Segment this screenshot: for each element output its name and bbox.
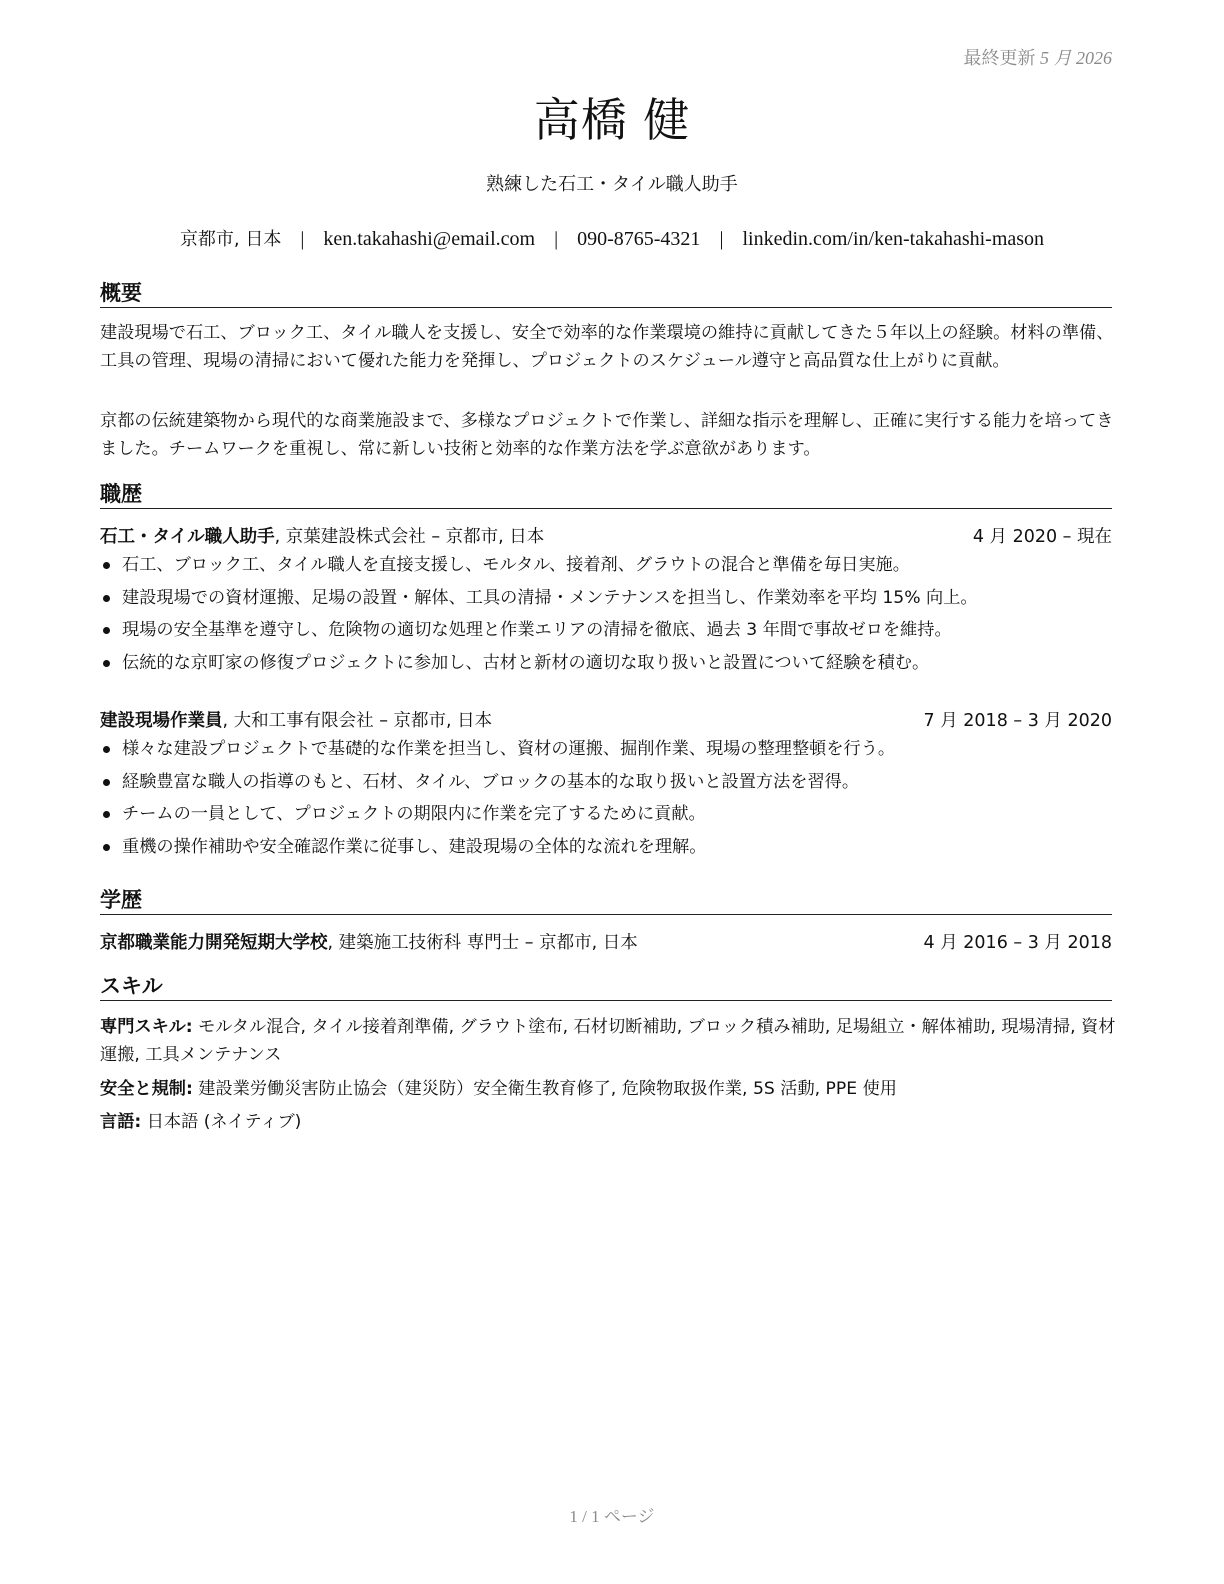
contact-separator: | [719,228,724,250]
job-role: 石工・タイル職人助手 [100,527,275,547]
job-dates: 7 月 2018 – 3 月 2020 [923,711,1112,731]
contact-email[interactable]: ken.takahashi@email.com [323,228,536,250]
job-bullet: 経験豊富な職人の指導のもと、石材、タイル、ブロックの基本的な取り扱いと設置方法を習得。 [100,768,1112,801]
page-number: 1 / 1 ページ [569,1507,655,1526]
job-role: 建設現場作業員 [100,711,223,731]
job-bullets [100,551,1112,681]
job-bullet: 伝統的な京町家の修復プロジェクトに参加し、古材と新材の適切な取り扱いと設置について経験を積む。 [100,649,1112,682]
section-title-summary: 概要 [100,277,1112,308]
job-bullet: 様々な建設プロジェクトで基礎的な作業を担当し、資材の運搬、掘削作業、現場の整理整頓を行う。 [100,735,1112,768]
last-updated-label: 最終更新 [963,48,1036,68]
skill-label: 安全と規制: [100,1079,193,1099]
candidate-name: 高橋 健 [533,93,691,147]
last-updated [964,44,1113,70]
contact-line [0,225,1224,251]
candidate-tagline: 熟練した石工・タイル職人助手 [486,174,738,195]
education-school: 京都職業能力開発短期大学校 [100,933,328,953]
job-bullet: 現場の安全基準を遵守し、危険物の適切な処理と作業エリアの清掃を徹底、過去 3 年間で事故ゼロを維持。 [100,616,1112,649]
contact-separator: | [300,228,305,250]
contact-phone[interactable]: 090-8765-4321 [577,228,701,250]
job-bullet: 重機の操作補助や安全確認作業に従事し、建設現場の全体的な流れを理解。 [100,833,1112,866]
job-bullets [100,735,1112,865]
education-entry [100,929,1112,955]
section-title-experience: 職歴 [100,478,1112,509]
contact-location: 京都市, 日本 [179,229,282,250]
job-bullet: 石工、ブロック工、タイル職人を直接支援し、モルタル、接着剤、グラウトの混合と準備を毎日実施。 [100,551,1112,584]
job-bullet: 建設現場での資材運搬、足場の設置・解体、工具の清掃・メンテナンスを担当し、作業効率を平均 15% 向上。 [100,584,1112,617]
job-dates: 4 月 2020 – 現在 [972,527,1112,547]
skill-label: 専門スキル: [100,1017,193,1037]
skill-value: 建設業労働災害防止協会（建災防）安全衛生教育修了, 危険物取扱作業, 5S 活動, PPE 使用 [192,1079,897,1099]
skill-row [100,1013,1120,1069]
summary-paragraph: 建設現場で石工、ブロック工、タイル職人を支援し、安全で効率的な作業環境の維持に貢献してきた５年以上の経験。材料の準備、工具の管理、現場の清掃において優れた能力を発揮し、プロジェクトのスケジュール遵守と高品質な仕上がりに貢献。 [100,323,1114,371]
skill-row [100,1108,1120,1136]
last-updated-date: 5 月 2026 [1040,48,1112,68]
job-header [100,523,1112,549]
section-title-skills: スキル [100,970,1112,1001]
skill-value: 日本語 (ネイティブ) [141,1112,302,1132]
skill-label: 言語: [100,1112,142,1132]
job-company: , 京葉建設株式会社 – 京都市, 日本 [274,527,545,547]
education-dates: 4 月 2016 – 3 月 2018 [923,933,1112,953]
education-detail: , 建築施工技術科 専門士 – 京都市, 日本 [327,933,638,953]
job-header [100,707,1112,733]
contact-separator: | [554,228,559,250]
section-title-education: 学歴 [100,884,1112,915]
job-company: , 大和工事有限会社 – 京都市, 日本 [222,711,493,731]
skill-row [100,1075,1120,1103]
job-bullet: チームの一員として、プロジェクトの期限内に作業を完了するために貢献。 [100,800,1112,833]
skill-value: モルタル混合, タイル接着剤準備, グラウト塗布, 石材切断補助, ブロック積み補助, 足場組立・解体補助, 現場清掃, 資材運搬, 工具メンテナンス [100,1017,1116,1065]
summary-paragraph: 京都の伝統建築物から現代的な商業施設まで、多様なプロジェクトで作業し、詳細な指示を理解し、正確に実行する能力を培ってきました。チームワークを重視し、常に新しい技術と効率的な作業方法を学ぶ意欲があります。 [100,411,1114,459]
contact-linkedin[interactable]: linkedin.com/in/ken-takahashi-mason [742,228,1045,250]
